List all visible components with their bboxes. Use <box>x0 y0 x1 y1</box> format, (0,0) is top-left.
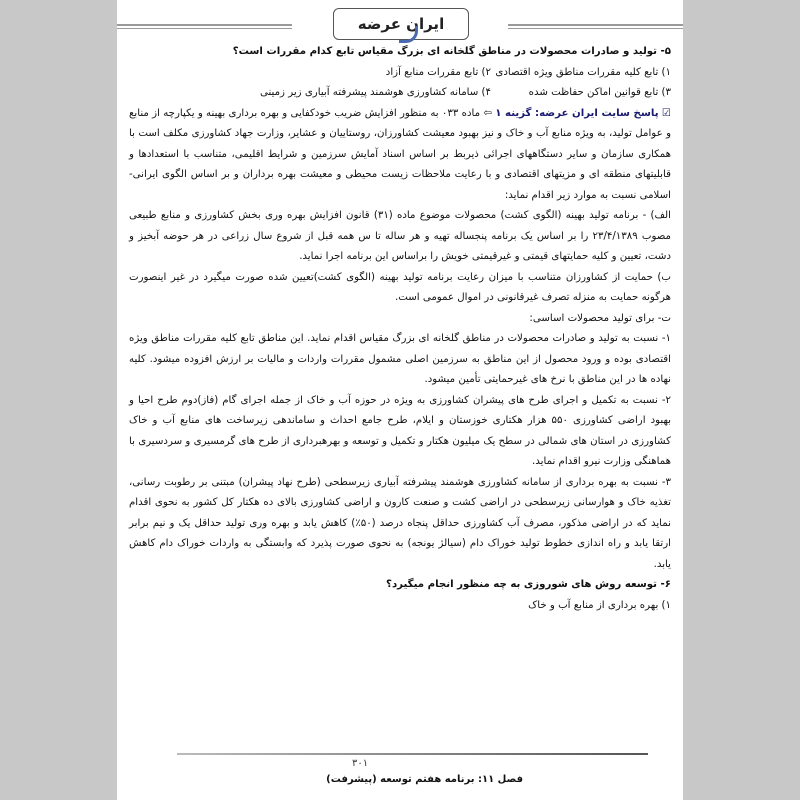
question-6-title: ۶- توسعه روش های شوروزی به چه منظور انجام میگیرد؟ <box>386 579 671 590</box>
document-page <box>117 0 683 800</box>
answer-paragraph-2: ۲- نسبت به تکمیل و اجرای طرح های پیشران کشاورزی به ویژه در حوزه آب و خاک از جمله اجرای گام (فاز)دوم طرح احیا و بهبود اراضی کشاورزی ۵۵۰ هزار هکتاری خوزستان و ایلام، طرح جامع احداث و ساماندهی زیرساخت های منابع آب و خاک کشاورزی در استان های شمالی در سطح یک میلیون هکتار و تکمیل و توسعه و بهرهبرداری از طرح های گرمسیری و سردسیری با هماهنگی وزارت نیرو اقدام نماید. <box>129 394 671 467</box>
answer-paragraph-te: ت- برای تولید محصولات اساسی: <box>529 312 671 324</box>
option-1: ۱) تابع کلیه مقررات مناطق ویژه اقتصادی <box>495 66 671 78</box>
option-3: ۳) تابع قوانین اماکن حفاظت شده <box>528 87 671 98</box>
option-4: ۴) سامانه کشاورزی هوشمند پیشرفته آبیاری زیر زمینی <box>259 87 491 98</box>
checkbox-icon: ☑ <box>661 107 671 119</box>
question-5-options <box>129 63 671 104</box>
question-5-title: ۵- تولید و صادرات محصولات در مناطق گلخانه ای بزرگ مقیاس تابع کدام مقررات است؟ <box>232 46 671 57</box>
chapter-title: فصل ۱۱: برنامه هفتم توسعه (پیشرفت) <box>326 774 523 785</box>
site-logo <box>333 8 469 40</box>
logo-arrow-icon <box>399 26 418 43</box>
page-content <box>129 42 671 616</box>
arrow-icon: ⇦ <box>483 107 492 119</box>
header-divider-left <box>117 24 292 26</box>
answer-paragraph-alef: الف) - برنامه تولید بهینه (الگوی کشت) محصولات موضوع ماده (۳۱) قانون افزایش بهره وری بخش کشاورزی و منابع طبیعی مصوب ۲۳/۴/۱۳۸۹ را بر اساس یک برنامه پنجساله تهیه و هر ساله تا س همه قبل از شروع سال زراعی در هر حوضه آبخیز و دشت، تعیین و کلیه حمایتهای قیمتی و غیرقیمتی خویش را براساس این برنامه اجرا نماید. <box>129 210 671 262</box>
option-2: ۲) تابع مقررات منابع آزاد <box>385 66 491 78</box>
header-divider-right <box>508 24 683 26</box>
page-number: ۳۰۱ <box>352 758 369 769</box>
answer-intro-text: ماده ۰۳۳ به منظور افزایش ضریب خودکفایی و بهره برداری بهینه و یکپارچه از منابع و عوامل تولید، به ویژه منابع آب و خاک و نیز بهبود معیشت کشاورزان، روستاییان و عشایر، وزارت جهاد کشاورزی مکلف است با همکاری سازمان و سایر دستگاههای اجرائی ذیربط بر اساس اسناد آمایش سرزمین و شرایط اقلیمی، متناسب با استعدادها و قابلیتهای منطقه ای و مزیتهای اقتصادی و با رعایت ملاحظات زیست محیطی و معیشت بهره برداران و بر اساس الگوی ایرانی- اسلامی نسبت به موارد زیر اقدام نماید: <box>129 107 671 201</box>
answer-label: پاسخ سایت ایران عرضه: گزینه ۱ <box>495 107 659 119</box>
answer-paragraph-be: ب) حمایت از کشاورزان متناسب با میزان رعایت برنامه تولید بهینه (الگوی کشت)تعیین شده صورت میگیرد در غیر اینصورت هرگونه حمایت به منزله تصرف غیرقانونی در اموال عمومی است. <box>129 271 671 303</box>
question-6-option-1: ۱) بهره برداری از منابع آب و خاک <box>528 599 671 611</box>
answer-paragraph-3: ۳- نسبت به بهره برداری از سامانه کشاورزی هوشمند پیشرفته آبیاری زیرسطحی (طرح نهاد پیشران) مبتنی بر رطوبت رسانی، تغذیه خاک و هوارسانی زیرسطحی در اراضی کشت و صنعت کارون و اراضی کشاورزی بالای ده هکتار کل کشور به نحوی اقدام نماید که در اراضی مذکور، مصرف آب کشاورزی حداقل پنجاه درصد (۵۰٪) کاهش یابد و بهره وری تولید حداقل یک و نیم برابر ارتقا یابد و راه اندازی خطوط تولید خوراک دام (سیالژ یونجه) به نحوی صورت پذیرد که وابستگی به واردات خوراک دام کاهش یابد. <box>129 476 671 570</box>
logo-text: ایران عرضه <box>357 15 445 33</box>
footer-divider <box>177 753 648 755</box>
answer-paragraph-1: ۱- نسبت به تولید و صادرات محصولات در مناطق گلخانه ای بزرگ مقیاس اقدام نماید. این مناطق تابع کلیه مقررات مناطق ویژه اقتصادی بوده و ورود محصول از این مناطق به سرزمین اصلی مشمول مقررات واردات و مالیات بر ارزش افزوده میشود. کلیه نهاده ها در این مناطق با نرخ های غیرحمایتی تأمین میشود. <box>129 333 671 385</box>
answer-intro <box>129 104 671 207</box>
